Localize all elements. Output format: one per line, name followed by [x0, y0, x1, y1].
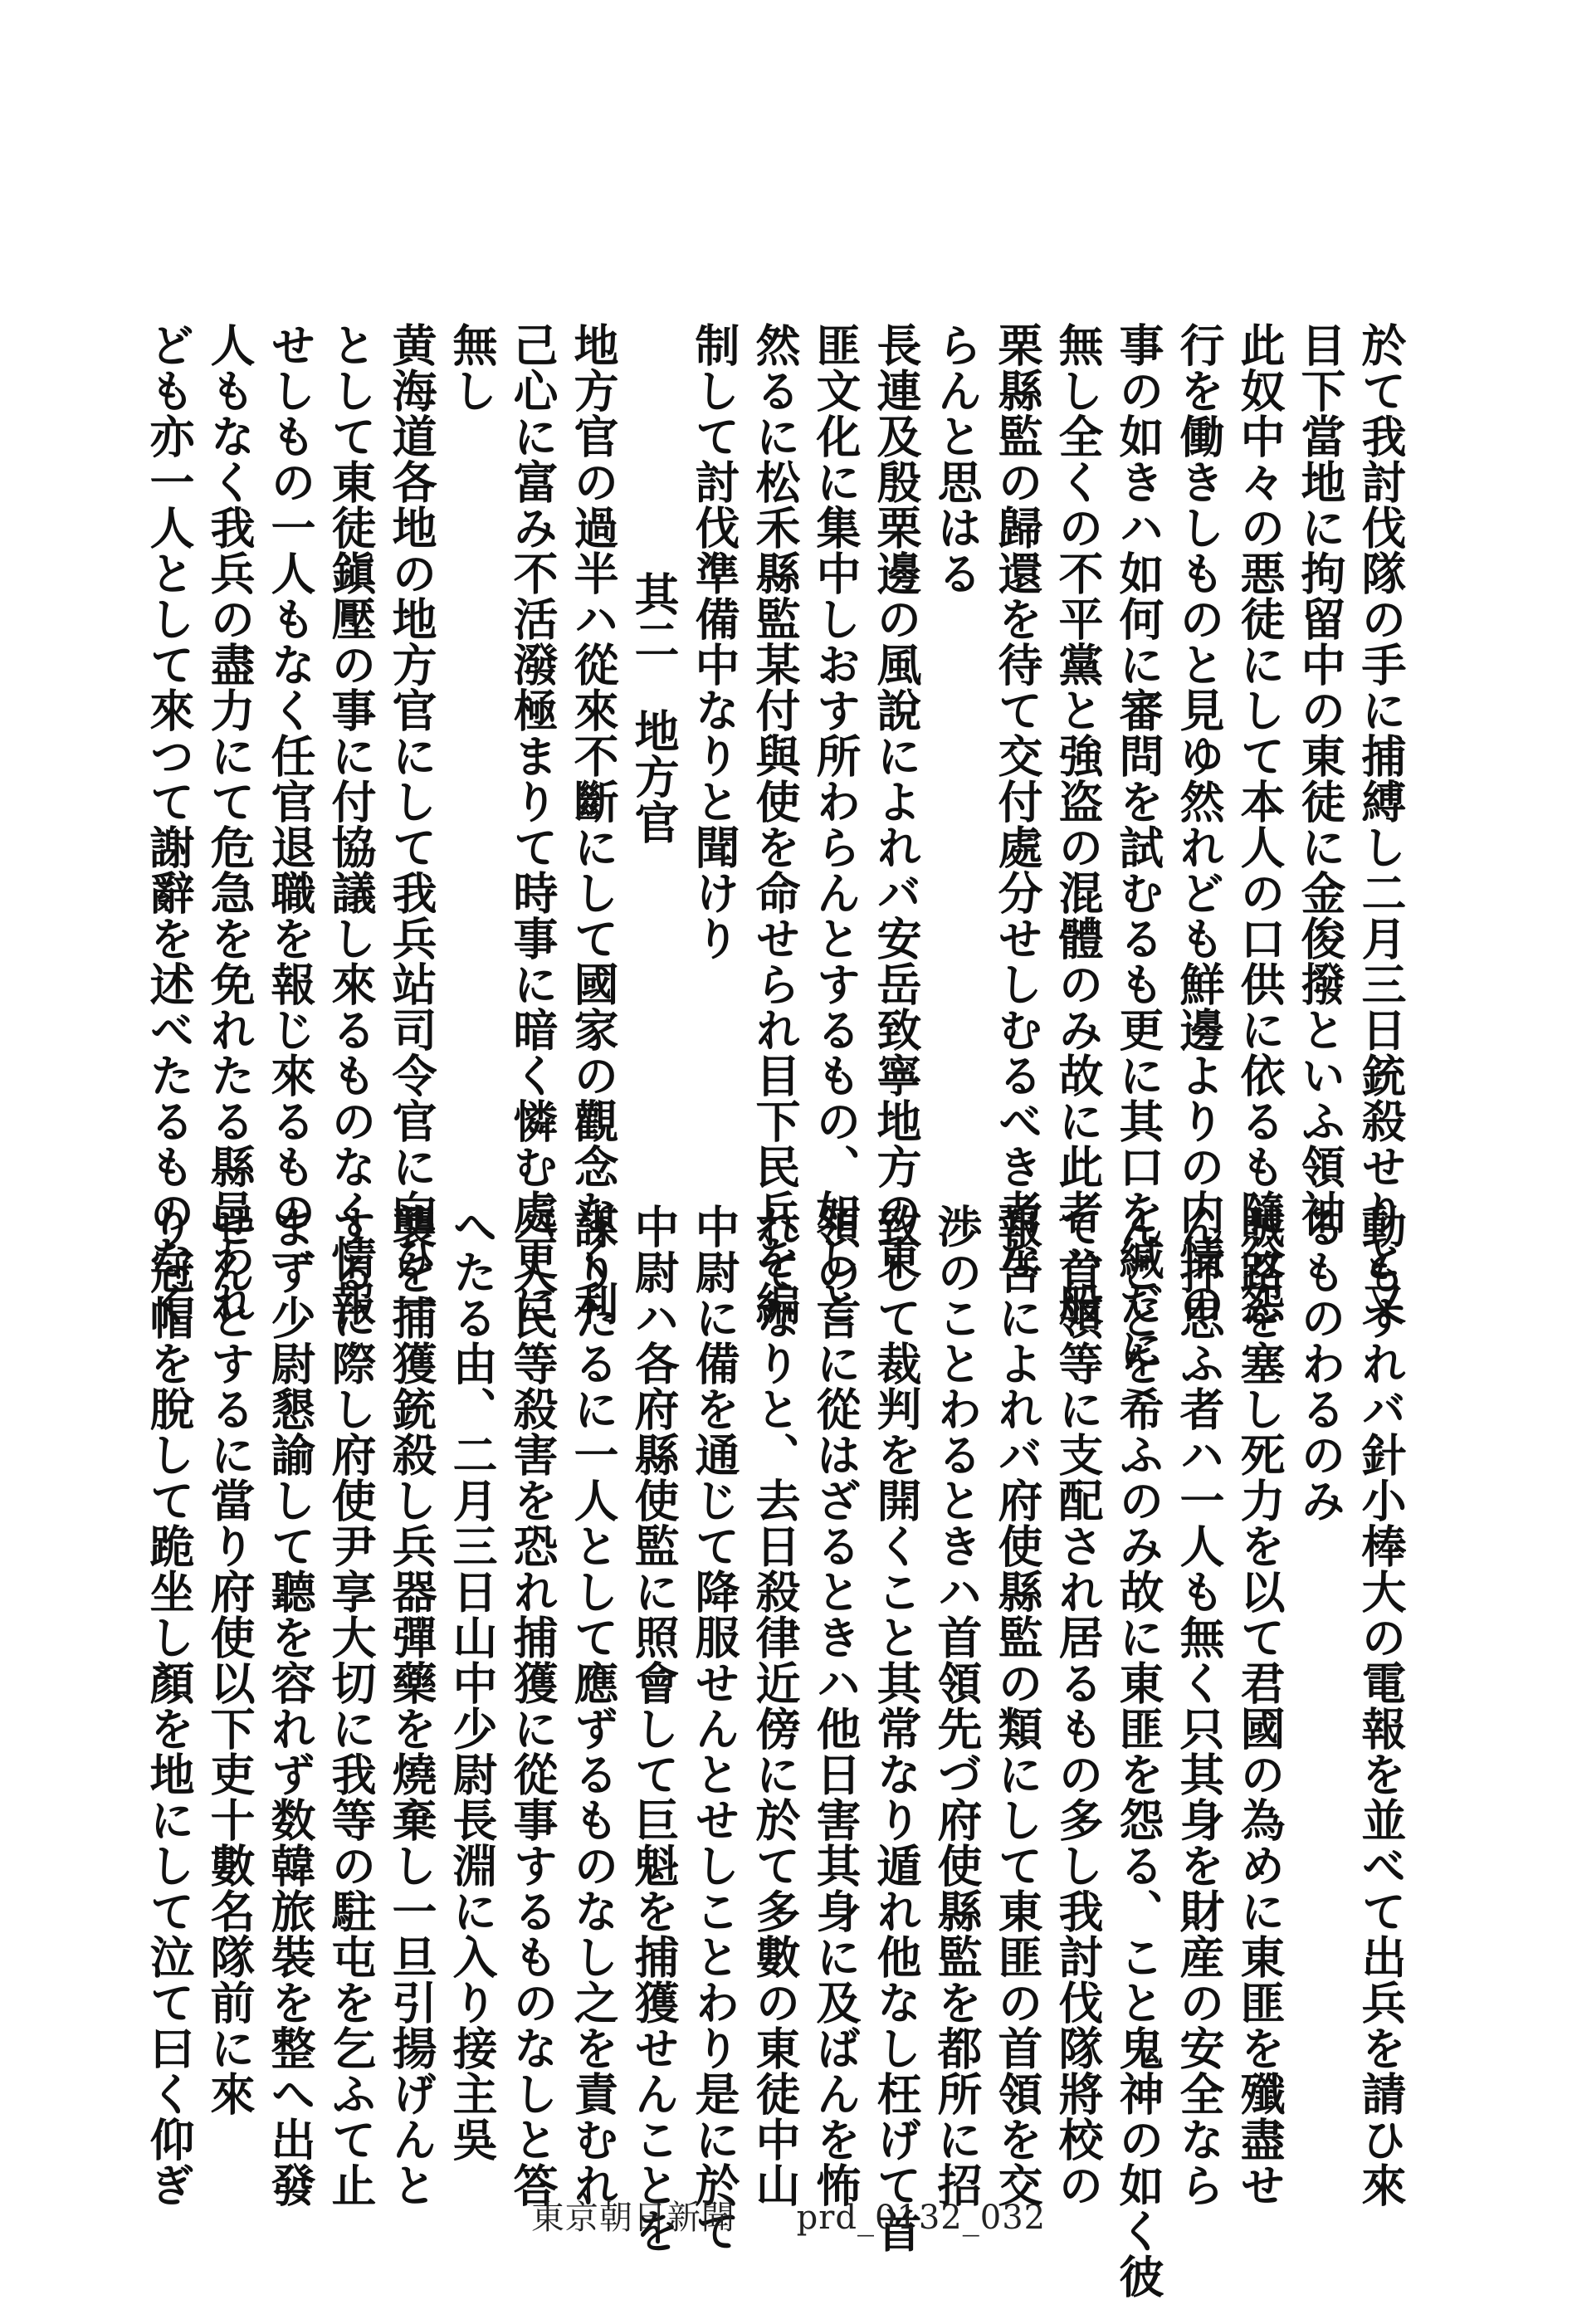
upper-column: 人もなく我兵の盡力にて危急を免れたる縣邑われ	[203, 322, 256, 1326]
upper-column: 然るに松禾縣監某付與使を命せられ目下民兵を編	[749, 322, 802, 1326]
lower-column: 致して裁判を開くこと其常なり遁れ他なし枉げて首	[870, 1204, 923, 2253]
lower-column: 中尉ハ各府縣使監に照會して巨魁を捕獲せんことを	[627, 1204, 681, 2253]
lower-column: 襲を捕獲銃殺し兵器彈藥を燒棄し一旦引揚げんと	[385, 1204, 438, 2208]
upper-column: 黄海道各地の地方官にして我兵站司令官に向ひ一	[385, 322, 438, 1326]
upper-column: 無し	[446, 322, 499, 413]
section-heading: 其二 地方官	[627, 571, 681, 845]
lower-column: ん抔思ふ者ハ一人も無く只其身を財産の安全なら	[1173, 1204, 1226, 2208]
lower-column: 領の言に從はざるときハ他日害其身に及ばんを怖	[809, 1204, 862, 2208]
lower-column: 賊路を塞し死力を以て君國の為めに東匪を殲盡せ	[1233, 1204, 1286, 2208]
lower-column: せんとするに當り府使以下吏十數名隊前に來	[203, 1204, 256, 2116]
lower-column: 報告によれバ府使縣監の類にして東匪の首領を交	[991, 1204, 1044, 2208]
upper-column: 長連及殷栗邊の風說によれバ安岳致寧地方の東	[870, 322, 923, 1281]
upper-column: ども亦一人として來つて謝辭を述べたるものなく	[143, 322, 196, 1326]
upper-column: 制して討伐準備中なりと聞けり	[688, 322, 741, 961]
upper-column: らんと思はる	[930, 322, 984, 596]
lower-column: れてなりと、去日殺律近傍に於て多數の東徒中山	[749, 1204, 802, 2208]
lower-column: 中尉に備を通じて降服せんとせしことわり是に於て	[688, 1204, 741, 2253]
lower-column: へたる由、二月三日山中少尉長淵に入り接主吳	[446, 1204, 499, 2162]
upper-column: 此奴中々の悪徒にして本人の口供に依るも隨分怨	[1233, 322, 1286, 1326]
page-caption	[0, 2191, 1577, 2239]
upper-column: 事の如きハ如何に審問を試むるも更に其口を緘だに	[1112, 322, 1165, 1372]
lower-column: り冠帽を脫して跪坐し顏を地にして泣て曰く仰ぎ	[143, 1204, 196, 2208]
upper-column: 目下當地に拘留中の東徒に金俊撥といふ領袖	[1294, 322, 1347, 1235]
upper-column: として東徒鎭壓の事に付協議し來るものなく情報	[325, 322, 378, 1326]
upper-column: 己心に富み不活潑極まりて時事に暗く憐む處更に	[506, 322, 559, 1326]
page-code: prd_0132_032	[796, 2199, 1047, 2237]
upper-column: 行を働きしものと見ゆ然れども鮮邊よりの内情の	[1173, 322, 1226, 1326]
lower-column: 動もすれバ針小棒大の電報を並べて出兵を請ひ來	[1355, 1204, 1408, 2208]
upper-column: 於て我討伐隊の手に捕縛し二月三日銃殺せりと又	[1355, 322, 1408, 1326]
lower-column: んことを希ふのみ故に東匪を怨る、こと鬼神の如く彼	[1112, 1204, 1165, 2299]
lower-column: バ人民等殺害を恐れ捕獲に從事するものなしと答	[506, 1204, 559, 2208]
newspaper-name: 東京朝日新聞	[530, 2199, 735, 2237]
lower-column: るものわるのみ	[1294, 1204, 1347, 1523]
lower-column: て首領等に支配され居るもの多し我討伐隊將校の	[1052, 1204, 1105, 2208]
lower-column: するに際し府使尹享大切に我等の駐屯を乞ふて止	[325, 1204, 378, 2208]
lower-column: まず少尉懇諭して聽を容れず数韓旅裝を整へ出發	[264, 1204, 317, 2208]
upper-column: せしもの一人もなく任官退職を報じ來るもの一	[264, 322, 317, 1281]
lower-column: 渉のことわるときハ首領先づ府使縣監を都所に招	[930, 1204, 984, 2208]
upper-column: 栗縣監の歸還を待て交付處分せしむるべき者な	[991, 322, 1044, 1281]
upper-column: 無し全くの不平黨と強盗の混體のみ故に此者ハ般	[1052, 322, 1105, 1326]
upper-column: 匪文化に集中しおす所わらんとするもの、如しと	[809, 322, 862, 1326]
lower-column: 謀りたるに一人として應ずるものなし之を責むれ	[567, 1204, 620, 2208]
upper-column: 地方官の過半ハ從來不斷にして國家の觀念なく利	[567, 322, 620, 1326]
